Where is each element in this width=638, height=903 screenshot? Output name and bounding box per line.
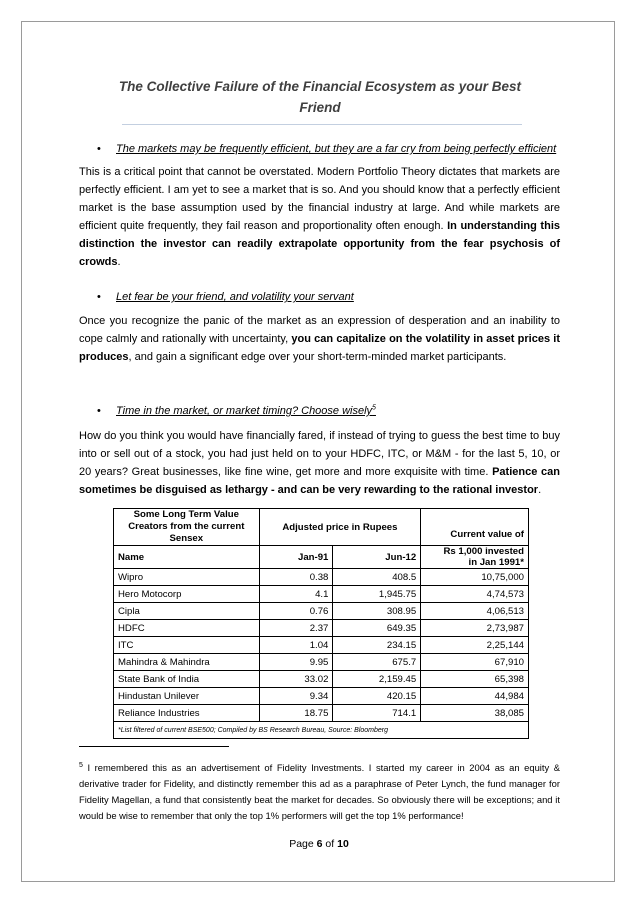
row-jan91: 2.37 — [259, 620, 333, 637]
row-jan91: 1.04 — [259, 637, 333, 654]
row-value: 10,75,000 — [421, 569, 529, 586]
table-row — [114, 586, 529, 603]
row-name: Hindustan Unilever — [114, 688, 260, 705]
table-row — [114, 688, 529, 705]
table-row — [114, 637, 529, 654]
table-column-labels — [114, 546, 529, 569]
bullet-text: The markets may be frequently efficient, but they are a far cry from being perfectly efficient — [116, 143, 557, 155]
row-value: 4,06,513 — [421, 603, 529, 620]
row-value: 4,74,573 — [421, 586, 529, 603]
footnote: $^5$ I remembered this as an advertisement of Fidelity Investments. I started my career in 2004 as an equity & derivative trader for Fidelity, and distinctly remember this ad as a paraphrase of Peter Lynch, the fund manager for Fidelity Magellan, a fund that consistently beat the market for decades. So obviously there will be exceptions; and it would be wise to remember that only the top 1% performers will get the top 1% performance! — [79, 761, 560, 821]
bullet-dot-icon: • — [97, 405, 101, 417]
col-jun12: Jun-12 — [333, 546, 421, 569]
row-jan91: 18.75 — [259, 705, 333, 722]
value-creators-table — [113, 508, 529, 739]
row-jun12: 675.7 — [333, 654, 421, 671]
bullet-text: Let fear be your friend, and volatility your servant — [116, 291, 354, 303]
row-value: 67,910 — [421, 654, 529, 671]
col-jan91: Jan-91 — [259, 546, 333, 569]
table-row — [114, 603, 529, 620]
title-line-1: The Collective Failure of the Financial Ecosystem as your Best — [118, 79, 522, 94]
table-note: *List filtered of current BSE500; Compiled by BS Research Bureau, Source: Bloomberg — [114, 722, 529, 739]
row-jan91: 0.76 — [259, 603, 333, 620]
row-value: 2,73,987 — [421, 620, 529, 637]
footnote-separator — [79, 746, 229, 747]
row-value: 2,25,144 — [421, 637, 529, 654]
title-underline-rule — [122, 124, 522, 125]
row-name: HDFC — [114, 620, 260, 637]
bullet-text: Time in the market, or market timing? Choose wisely$^5$ — [116, 404, 376, 417]
row-jun12: 408.5 — [333, 569, 421, 586]
table-row — [114, 671, 529, 688]
row-jun12: 234.15 — [333, 637, 421, 654]
row-value: 44,984 — [421, 688, 529, 705]
row-jan91: 9.34 — [259, 688, 333, 705]
row-jan91: 33.02 — [259, 671, 333, 688]
paragraph-efficiency: This is a critical point that cannot be overstated. Modern Portfolio Theory dictates that markets are perfectly efficient. I am yet to see a market that is so. And you should know that a perfectly efficient market is the base assumption used by the financial industry at large. And while markets are efficient quite frequently, they fail reason and proportionality often enough. In understanding this distinction the investor can readily extrapolate opportunity from the fear psychosis of crowds. — [79, 166, 560, 268]
table-note-row — [114, 722, 529, 739]
header-company: Some Long Term Value Creators from the current Sensex — [114, 509, 260, 546]
paragraph-patience: How do you think you would have financially fared, if instead of trying to guess the best time to buy into or sell out of a stock, you had just held on to your HDFC, ITC, or M&M - for the last 5, 10, or 20 years? Great businesses, like fine wine, get more and more exquisite with time. Patience can sometimes be disguised as lethargy - and can be very rewarding to the rational investor. — [79, 430, 560, 496]
row-jun12: 308.95 — [333, 603, 421, 620]
table-row — [114, 654, 529, 671]
header-current-value: Current value of — [421, 509, 529, 546]
bullet-dot-icon: • — [97, 291, 101, 303]
col-name: Name — [114, 546, 260, 569]
table-row — [114, 705, 529, 722]
table-row — [114, 569, 529, 586]
row-jun12: 714.1 — [333, 705, 421, 722]
row-jun12: 420.15 — [333, 688, 421, 705]
row-name: Wipro — [114, 569, 260, 586]
footnote-mark: 5 — [79, 761, 83, 769]
row-value: 65,398 — [421, 671, 529, 688]
row-jan91: 9.95 — [259, 654, 333, 671]
paragraph-volatility: Once you recognize the panic of the market as an expression of desperation and an inability to cope calmly and rationally with uncertainty, you can capitalize on the volatility in asset prices it produces, and gain a significant edge over your short-term-minded market participants. — [79, 315, 561, 363]
row-name: Mahindra & Mahindra — [114, 654, 260, 671]
row-name: State Bank of India — [114, 671, 260, 688]
row-jun12: 1,945.75 — [333, 586, 421, 603]
row-name: Reliance Industries — [114, 705, 260, 722]
row-jan91: 4.1 — [259, 586, 333, 603]
col-value: Rs 1,000 invested in Jan 1991* — [421, 546, 529, 569]
row-jun12: 649.35 — [333, 620, 421, 637]
row-jan91: 0.38 — [259, 569, 333, 586]
header-adjusted-price: Adjusted price in Rupees — [259, 509, 421, 546]
bullet-dot-icon: • — [97, 143, 101, 155]
page-number: Page 6 of 10 — [289, 838, 349, 850]
page-title — [100, 76, 540, 118]
footnote-reference: 5 — [372, 404, 376, 412]
table-header-row — [114, 509, 529, 546]
row-name: Cipla — [114, 603, 260, 620]
row-name: ITC — [114, 637, 260, 654]
table-body — [114, 569, 529, 722]
row-jun12: 2,159.45 — [333, 671, 421, 688]
row-value: 38,085 — [421, 705, 529, 722]
title-line-2: Friend — [299, 100, 341, 115]
table-row — [114, 620, 529, 637]
row-name: Hero Motocorp — [114, 586, 260, 603]
